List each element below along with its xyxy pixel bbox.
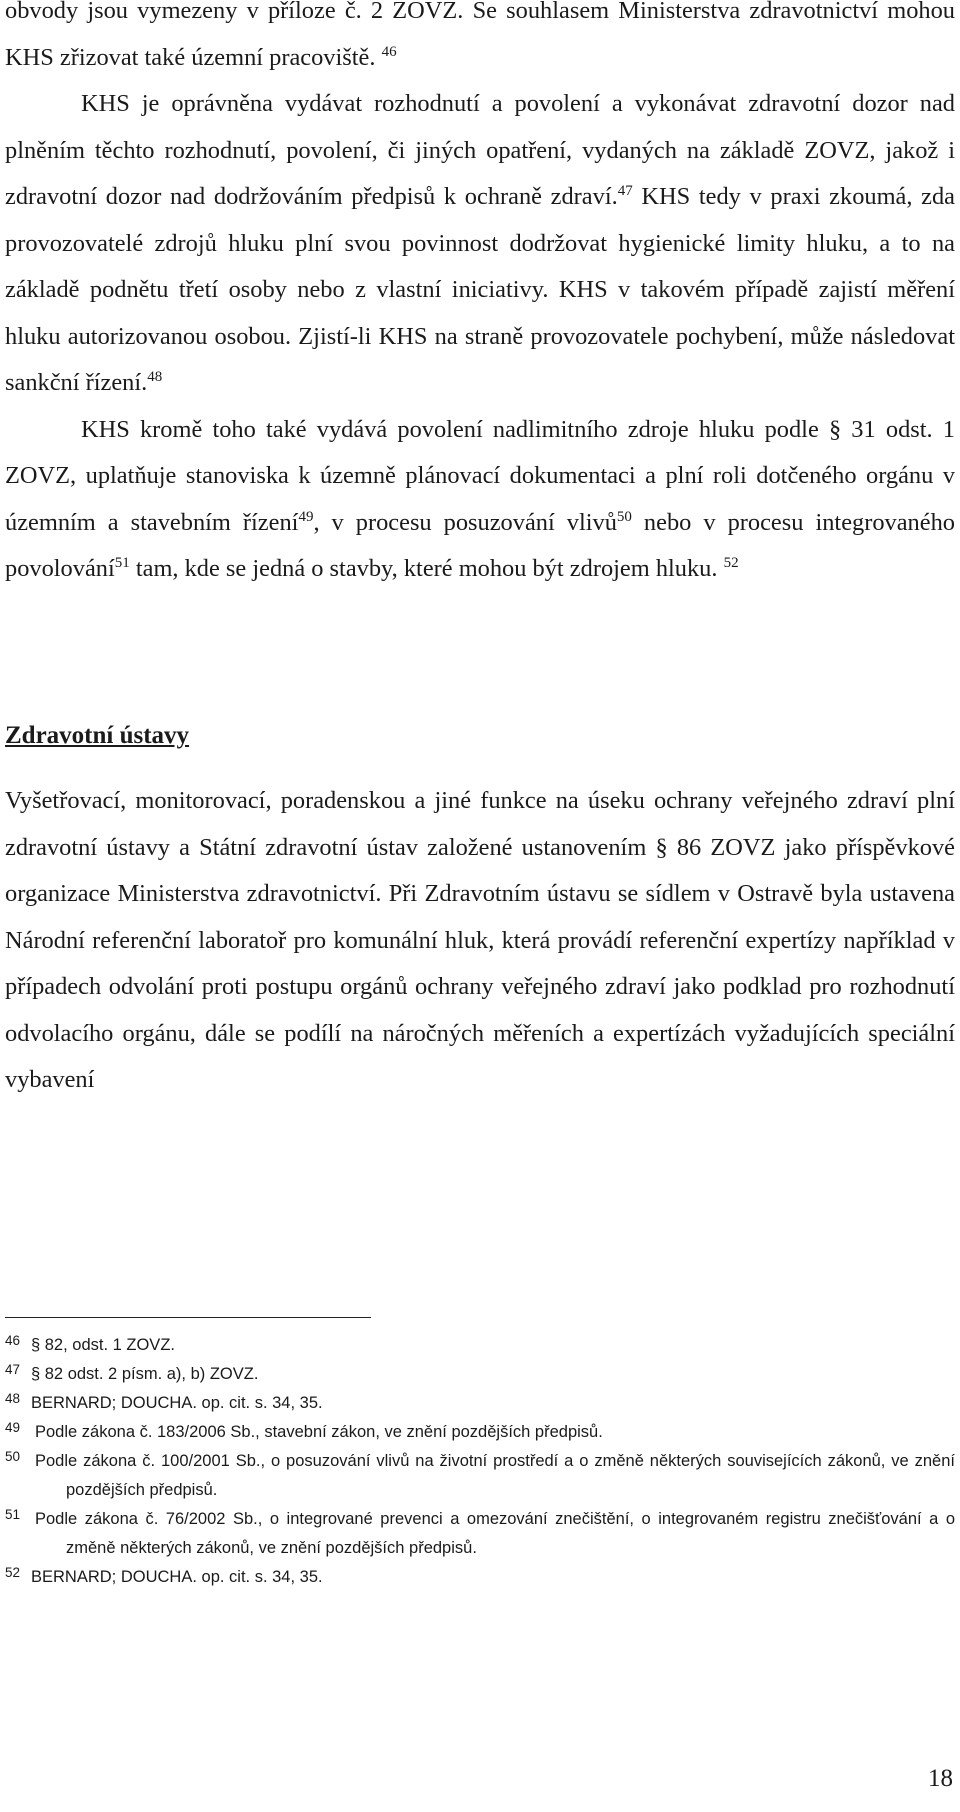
paragraph-segment: tam, kde se jedná o stavby, které mohou být zdrojem hluku. bbox=[129, 555, 718, 582]
footnote-ref-50[interactable]: 50 bbox=[616, 508, 632, 525]
footnote-text: BERNARD; DOUCHA. op. cit. s. 34, 35. bbox=[31, 1394, 323, 1412]
footnote-item bbox=[5, 1418, 955, 1447]
footnote-item bbox=[5, 1331, 955, 1360]
body-paragraph-zdravotni-ustavy: Vyšetřovací, monitorovací, poradenskou a jiné funkce na úseku ochrany veřejného zdraví plní zdravotní ústavy a Státní zdravotní ústav založené ustanovením § 86 ZOVZ jako příspěvkové organizace Ministerstva zdravotnictví. Při Zdravotním ústavu se sídlem v Ostravě byla ustavena Národní referenční laboratoř pro komunální hluk, která provádí referenční expertízy například v případech odvolání proti postupu orgánů ochrany veřejného zdraví jako podklad pro rozhodnutí odvolacího orgánu, dále se podílí na náročných měřeních a expertízách vyžadujících speciální vybavení bbox=[5, 787, 955, 1093]
footnote-text: Podle zákona č. 76/2002 Sb., o integrované prevenci a omezování znečištění, o integrovaném registru znečišťování a o změně některých zákonů, ve znění pozdějších předpisů. bbox=[35, 1510, 955, 1557]
footnote-number: 52 bbox=[5, 1565, 21, 1580]
footnote-number: 50 bbox=[5, 1449, 21, 1464]
page-number: 18 bbox=[928, 1765, 953, 1792]
paragraph-segment: KHS kromě toho také vydává povolení nadlimitního zdroje hluku podle § 31 odst. 1 ZOVZ, uplatňuje stanoviska k územně plánovací dokumentaci a plní roli dotčeného orgánu v územním a stavebním řízení bbox=[5, 415, 955, 536]
footnote-item bbox=[5, 1505, 955, 1563]
footnotes bbox=[5, 1331, 955, 1592]
footnote-number: 46 bbox=[5, 1333, 21, 1348]
paragraph-segment: KHS je oprávněna vydávat rozhodnutí a povolení a vykonávat zdravotní dozor nad plněním těchto rozhodnutí, povolení, či jiných opatření, vydaných na základě ZOVZ, jakož i zdravotní dozor nad dodržováním předpisů k ochraně zdraví. bbox=[5, 90, 955, 210]
section-heading: Zdravotní ústavy bbox=[5, 722, 190, 749]
footnote-ref-47[interactable]: 47 bbox=[617, 182, 633, 199]
footnote-separator bbox=[5, 1317, 371, 1318]
body-paragraph-khs bbox=[5, 0, 955, 593]
paragraph-segment: KHS tedy v praxi zkoumá, zda provozovatelé zdrojů hluku plní svou povinnost dodržovat hygienické limity hluku, a to na základě podnětu třetí osoby nebo z vlastní iniciativy. KHS v takovém případě zajistí měření hluku autorizovanou osobou. Zjistí-li KHS na straně provozovatele pochybení, může následovat sankční řízení. bbox=[5, 183, 956, 396]
footnote-number: 49 bbox=[5, 1420, 21, 1435]
footnote-item bbox=[5, 1389, 955, 1418]
footnote-ref-51[interactable]: 51 bbox=[114, 554, 130, 571]
paragraph-segment: , v procesu posuzování vlivů bbox=[313, 508, 617, 536]
footnote-item bbox=[5, 1563, 955, 1592]
footnote-ref-48[interactable]: 48 bbox=[147, 368, 163, 385]
footnote-text: BERNARD; DOUCHA. op. cit. s. 34, 35. bbox=[31, 1568, 323, 1586]
paragraph-lead: obvody jsou vymezeny v příloze č. 2 ZOVZ. Se souhlasem Ministerstva zdravotnictví mohou KHS zřizovat také územní pracoviště. bbox=[5, 0, 955, 71]
footnote-number: 51 bbox=[5, 1507, 21, 1522]
footnote-number: 48 bbox=[5, 1391, 21, 1406]
footnote-ref-52[interactable]: 52 bbox=[723, 554, 739, 571]
paragraph-segment: nebo v procesu integrovaného povolování bbox=[5, 508, 955, 582]
footnote-text: § 82 odst. 2 písm. a), b) ZOVZ. bbox=[31, 1365, 259, 1383]
footnote-number: 47 bbox=[5, 1362, 21, 1377]
footnote-text: Podle zákona č. 183/2006 Sb., stavební zákon, ve znění pozdějších předpisů. bbox=[35, 1423, 603, 1441]
footnote-ref-46[interactable]: 46 bbox=[381, 43, 397, 60]
footnote-text: § 82, odst. 1 ZOVZ. bbox=[31, 1336, 175, 1354]
footnote-text: Podle zákona č. 100/2001 Sb., o posuzování vlivů na životní prostředí a o změně některých souvisejících zákonů, ve znění pozdějších předpisů. bbox=[35, 1452, 955, 1499]
footnote-ref-49[interactable]: 49 bbox=[298, 508, 314, 525]
footnote-item bbox=[5, 1447, 955, 1505]
footnote-item bbox=[5, 1360, 955, 1389]
